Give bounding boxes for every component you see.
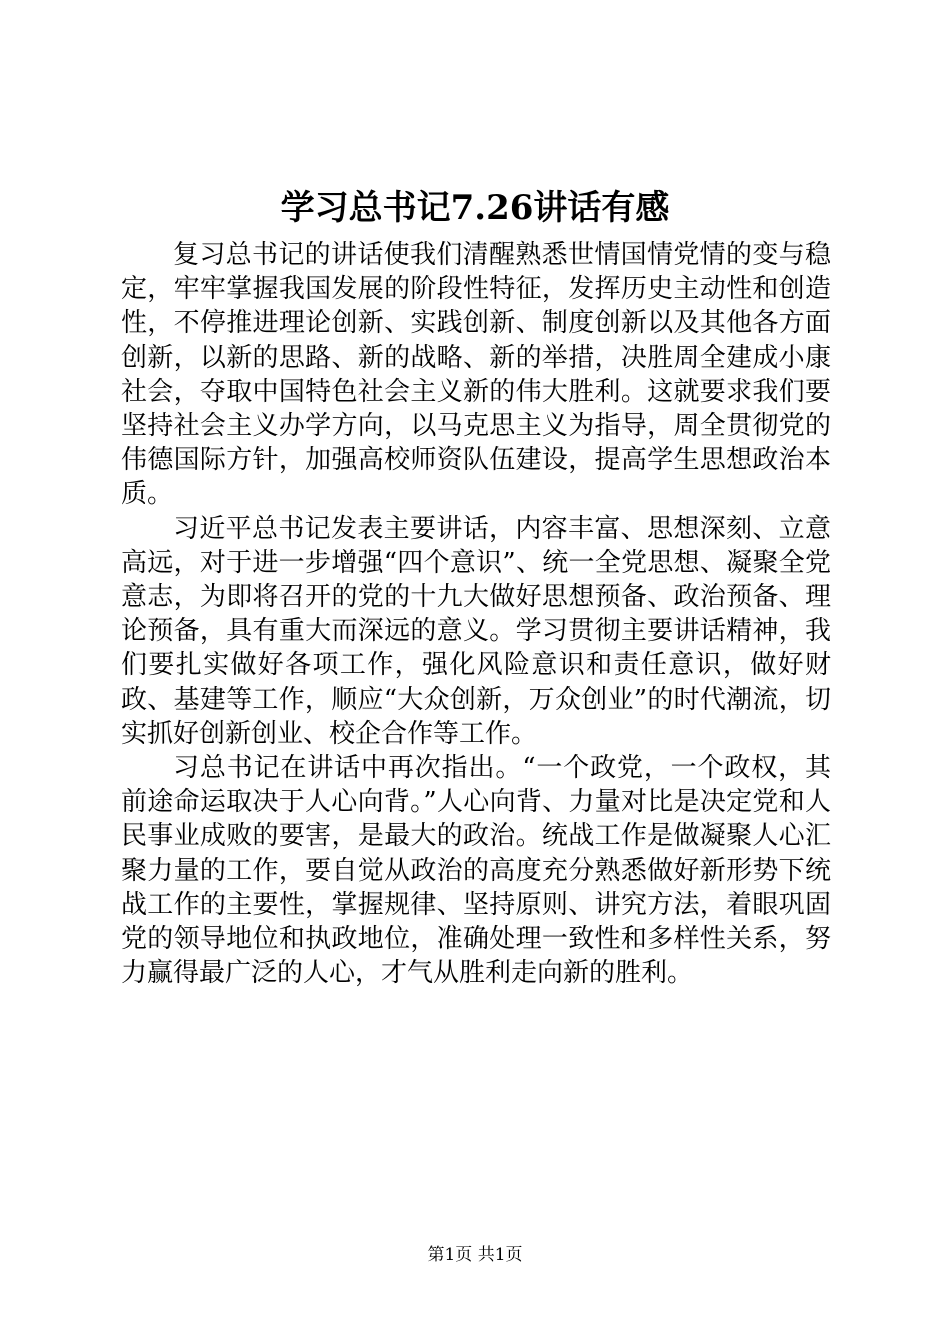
document-body <box>121 238 831 990</box>
paragraph-1: 复习总书记的讲话使我们清醒熟悉世情国情党情的变与稳定，牢牢掌握我国发展的阶段性特征，发挥历史主动性和创造性，不停推进理论创新、实践创新、制度创新以及其他各方面创新，以新的思路、新的战略、新的举措，决胜周全建成小康社会，夺取中国特色社会主义新的伟大胜利。这就要求我们要坚持社会主义办学方向，以马克思主义为指导，周全贯彻党的伟德国际方针，加强高校师资队伍建设，提高学生思想政治本质。 <box>121 240 831 510</box>
page-number-footer: 第1页 共1页 <box>427 1245 523 1265</box>
paragraph-2: 习近平总书记发表主要讲话，内容丰富、思想深刻、立意高远，对于进一步增强“四个意识”、统一全党思想、凝聚全党意志，为即将召开的党的十九大做好思想预备、政治预备、理论预备，具有重大而深远的意义。学习贯彻主要讲话精神，我们要扎实做好各项工作，强化风险意识和责任意识，做好财政、基建等工作，顺应“大众创新，万众创业”的时代潮流，切实抓好创新创业、校企合作等工作。 <box>121 513 831 749</box>
document-title: 学习总书记7.26讲话有感 <box>280 188 670 228</box>
paragraph-3: 习总书记在讲话中再次指出。“一个政党，一个政权，其前途命运取决于人心向背。”人心向背、力量对比是决定党和人民事业成败的要害，是最大的政治。统战工作是做凝聚人心汇聚力量的工作，要自觉从政治的高度充分熟悉做好新形势下统战工作的主要性，掌握规律、坚持原则、讲究方法，着眼巩固党的领导地位和执政地位，准确处理一致性和多样性关系，努力赢得最广泛的人心，才气从胜利走向新的胜利。 <box>121 753 831 989</box>
